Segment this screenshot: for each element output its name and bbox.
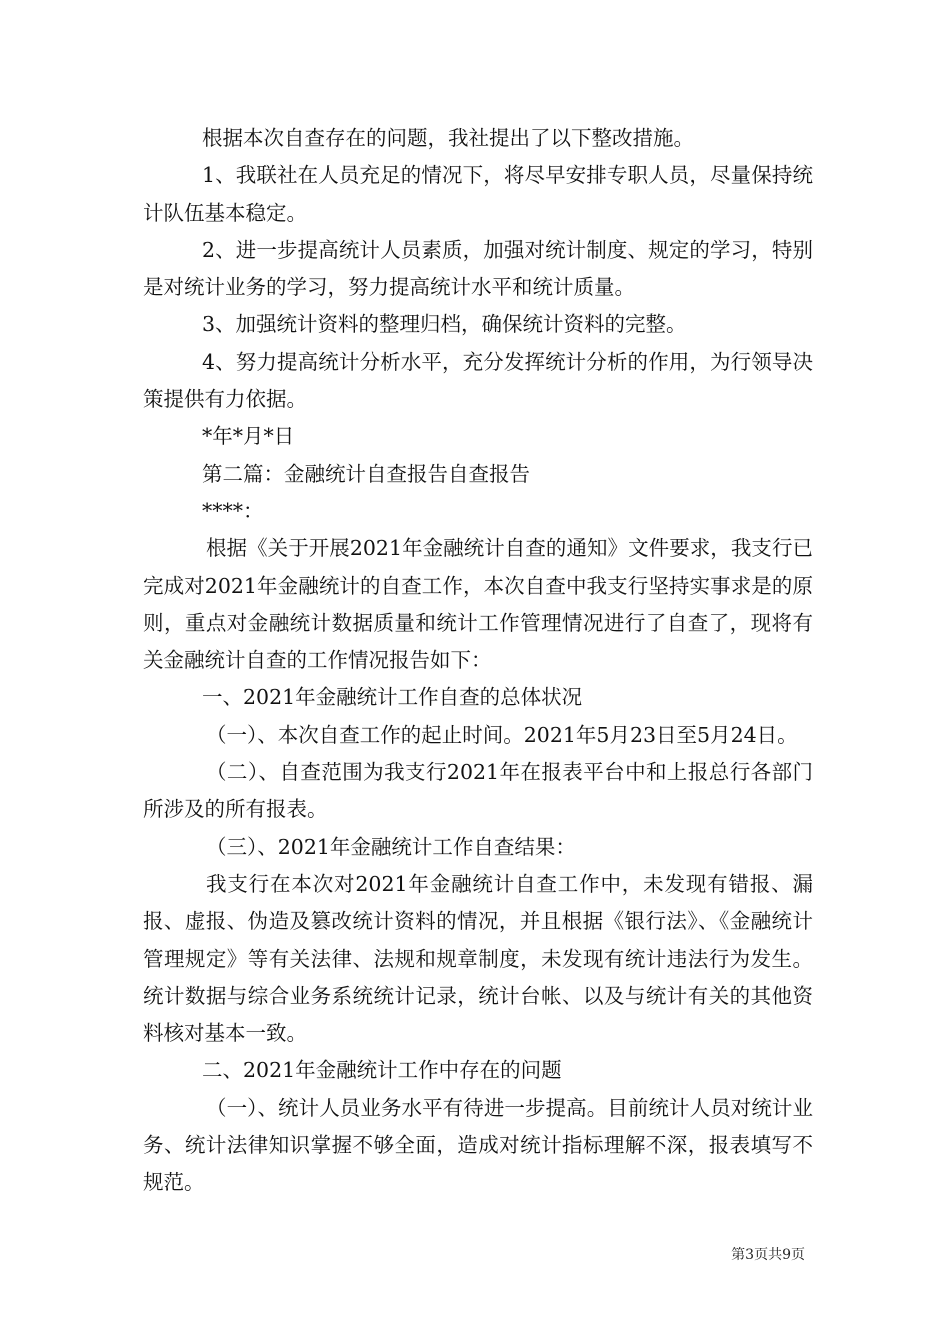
paragraph-measure-4: 4、努力提高统计分析水平，充分发挥统计分析的作用，为行领导决策提供有力依据。: [143, 349, 813, 412]
paragraph-check-scope: （二）、自查范围为我支行2021年在报表平台中和上报总行各部门所涉及的所有报表。: [143, 760, 813, 822]
paragraph-salutation: ****：: [202, 498, 264, 523]
heading-overall-status: 一、2021年金融统计工作自查的总体状况: [202, 685, 583, 710]
heading-existing-problems: 二、2021年金融统计工作中存在的问题: [202, 1058, 562, 1083]
paragraph-report-intro: 根据《关于开展2021年金融统计自查的通知》文件要求，我支行已完成对2021年金融统计的自查工作，本次自查中我支行坚持实事求是的原则，重点对金融统计数据质量和统计工作管理情况进行了自查了，现将有关金融统计自查的工作情况报告如下：: [143, 536, 813, 673]
paragraph-problem-1: （一）、统计人员业务水平有待进一步提高。目前统计人员对统计业务、统计法律知识掌握不够全面，造成对统计指标理解不深，报表填写不规范。: [143, 1095, 813, 1195]
paragraph-check-results: 我支行在本次对2021年金融统计自查工作中，未发现有错报、漏报、虚报、伪造及篡改统计资料的情况，并且根据《银行法》、《金融统计管理规定》等有关法律、法规和规章制度，未发现有统计违法行为发生。统计数据与综合业务系统统计记录，统计台帐、以及与统计有关的其他资料核对基本一致。: [143, 871, 813, 1046]
document-body: [143, 120, 813, 1202]
paragraph-check-results-heading: （三）、2021年金融统计工作自查结果：: [206, 834, 576, 859]
paragraph-date: *年*月*日: [202, 424, 295, 449]
page-number: 第3页共9页: [731, 1247, 805, 1263]
paragraph-measure-2: 2、进一步提高统计人员素质，加强对统计制度、规定的学习，特别是对统计业务的学习，努力提高统计水平和统计质量。: [143, 237, 813, 300]
section-title-part-two: 第二篇：金融统计自查报告自查报告: [202, 461, 530, 486]
paragraph-rectification-intro: 根据本次自查存在的问题，我社提出了以下整改措施。: [202, 126, 694, 150]
paragraph-check-period: （一）、本次自查工作的起止时间。2021年5月23日至5月24日。: [206, 722, 798, 747]
paragraph-measure-1: 1、我联社在人员充足的情况下，将尽早安排专职人员，尽量保持统计队伍基本稳定。: [143, 163, 813, 225]
paragraph-measure-3: 3、加强统计资料的整理归档，确保统计资料的完整。: [202, 312, 687, 337]
